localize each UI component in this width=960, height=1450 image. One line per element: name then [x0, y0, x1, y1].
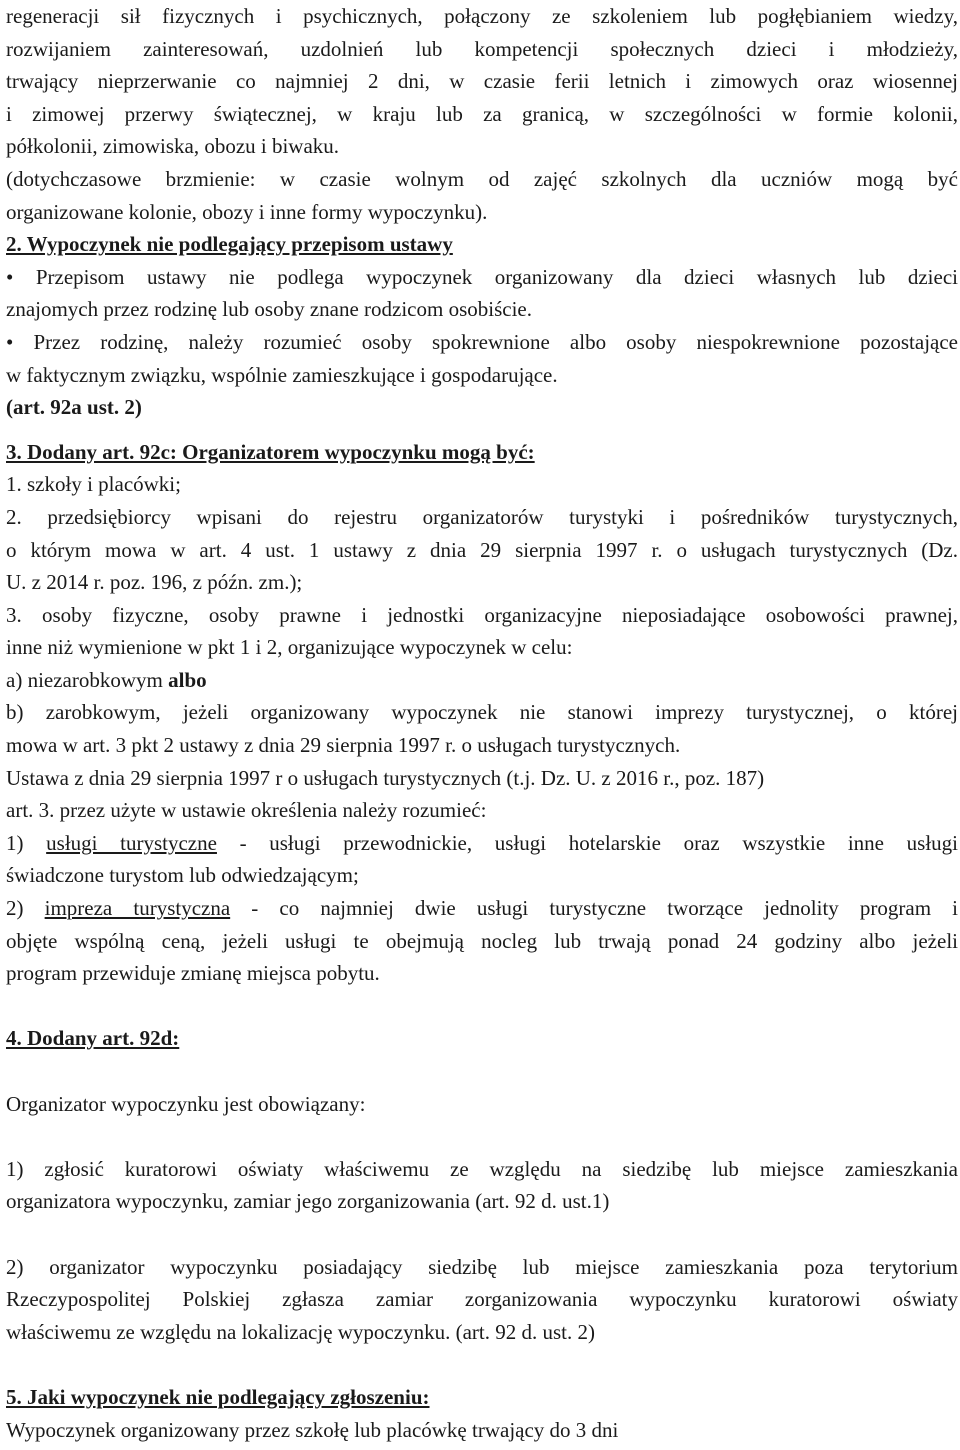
- article-reference: (art. 92a ust. 2): [6, 395, 142, 420]
- text-line: znajomych przez rodzinę lub osoby znane rodzicom osobiście.: [6, 297, 532, 322]
- text-line: inne niż wymienione w pkt 1 i 2, organizujące wypoczynek w celu:: [6, 635, 573, 660]
- bullet-line: • Przepisom ustawy nie podlega wypoczynek organizowany dla dzieci własnych lub dzieci: [6, 264, 958, 289]
- definition-text: - co najmniej dwie usługi turystyczne tworzące jednolity program i: [230, 896, 958, 921]
- list-item: 3. osoby fizyczne, osoby prawne i jednostki organizacyjne nieposiadające osobowości prawnej,: [6, 602, 958, 627]
- definition-text: - usługi przewodnickie, usługi hotelarskie oraz wszystkie inne usługi: [216, 830, 958, 855]
- text-line: i zimowej przerwy świątecznej, w kraju lub za granicą, w szczególności w formie kolonii,: [6, 101, 958, 126]
- text-line: (dotychczasowe brzmienie: w czasie wolnym od zajęć szkolnych dla uczniów mogą być: [6, 166, 958, 191]
- list-item-a-bold: albo: [168, 667, 207, 692]
- text-line: art. 3. przez użyte w ustawie określenia należy rozumieć:: [6, 798, 487, 823]
- definition-2: [6, 892, 958, 925]
- text-line: mowa w art. 3 pkt 2 ustawy z dnia 29 sierpnia 1997 r. o usługach turystycznych.: [6, 733, 681, 758]
- law-reference: Ustawa z dnia 29 sierpnia 1997 r o usługach turystycznych (t.j. Dz. U. z 2016 r., poz. 187): [6, 765, 765, 790]
- list-item-a-text: a) niezarobkowym: [6, 667, 169, 692]
- definition-1: [6, 827, 958, 860]
- text-line: Rzeczypospolitej Polskiej zgłasza zamiar zorganizowania wypoczynku kuratorowi oświaty: [6, 1287, 958, 1312]
- text-line: w faktycznym związku, wspólnie zamieszkujące i gospodarujące.: [6, 362, 558, 387]
- list-item: 2) organizator wypoczynku posiadający siedzibę lub miejsce zamieszkania poza terytorium: [6, 1254, 958, 1279]
- list-item-b: b) zarobkowym, jeżeli organizowany wypoczynek nie stanowi imprezy turystycznej, o której: [6, 700, 958, 725]
- text-line: organizatora wypoczynku, zamiar jego zorganizowania (art. 92 d. ust.1): [6, 1189, 610, 1214]
- definition-number: 1): [6, 830, 47, 855]
- text-line: o którym mowa w art. 4 ust. 1 ustawy z dnia 29 sierpnia 1997 r. o usługach turystycznych (Dz.: [6, 537, 958, 562]
- section-5-heading: 5. Jaki wypoczynek nie podlegający zgłoszeniu:: [6, 1384, 430, 1409]
- list-item-a: [6, 664, 958, 697]
- text-line: rozwijaniem zainteresowań, uzdolnień lub kompetencji społecznych dzieci i młodzieży,: [6, 36, 958, 61]
- text-line: świadczone turystom lub odwiedzającym;: [6, 863, 359, 888]
- text-line: półkolonii, zimowiska, obozu i biwaku.: [6, 134, 340, 159]
- document-page: [6, 0, 958, 1446]
- text-line: trwający nieprzerwanie co najmniej 2 dni, w czasie ferii letnich i zimowych oraz wiosennej: [6, 69, 958, 94]
- definition-term: impreza turystyczna: [44, 896, 231, 921]
- text-line: regeneracji sił fizycznych i psychicznych, połączony ze szkoleniem lub pogłębianiem wiedzy,: [6, 4, 958, 28]
- text-line: objęte wspólną ceną, jeżeli usługi te obejmują nocleg lub trwają ponad 24 godziny albo jeżeli: [6, 928, 958, 953]
- list-item: 1) zgłosić kuratorowi oświaty właściwemu ze względu na siedzibę lub miejsce zamieszkania: [6, 1156, 958, 1181]
- definition-term: usługi turystyczne: [46, 830, 217, 855]
- definition-number: 2): [6, 896, 45, 921]
- text-line: U. z 2014 r. poz. 196, z późn. zm.);: [6, 570, 303, 595]
- text-line: organizowane kolonie, obozy i inne formy wypoczynku).: [6, 199, 488, 224]
- list-item: 1. szkoły i placówki;: [6, 472, 181, 497]
- section-3-heading: 3. Dodany art. 92c: Organizatorem wypoczynku mogą być:: [6, 439, 535, 464]
- text-line: właściwemu ze względu na lokalizację wypoczynku. (art. 92 d. ust. 2): [6, 1319, 595, 1344]
- list-item: 2. przedsiębiorcy wpisani do rejestru organizatorów turystyki i pośredników turystycznych,: [6, 504, 958, 529]
- text-line: program przewiduje zmianę miejsca pobytu.: [6, 961, 380, 986]
- section-2-heading: 2. Wypoczynek nie podlegający przepisom ustawy: [6, 232, 453, 257]
- text-line: Organizator wypoczynku jest obowiązany:: [6, 1091, 366, 1116]
- text-line: Wypoczynek organizowany przez szkołę lub placówkę trwający do 3 dni: [6, 1417, 619, 1442]
- bullet-line: • Przez rodzinę, należy rozumieć osoby spokrewnione albo osoby niespokrewnione pozostające: [6, 329, 958, 354]
- section-4-heading: 4. Dodany art. 92d:: [6, 1026, 180, 1051]
